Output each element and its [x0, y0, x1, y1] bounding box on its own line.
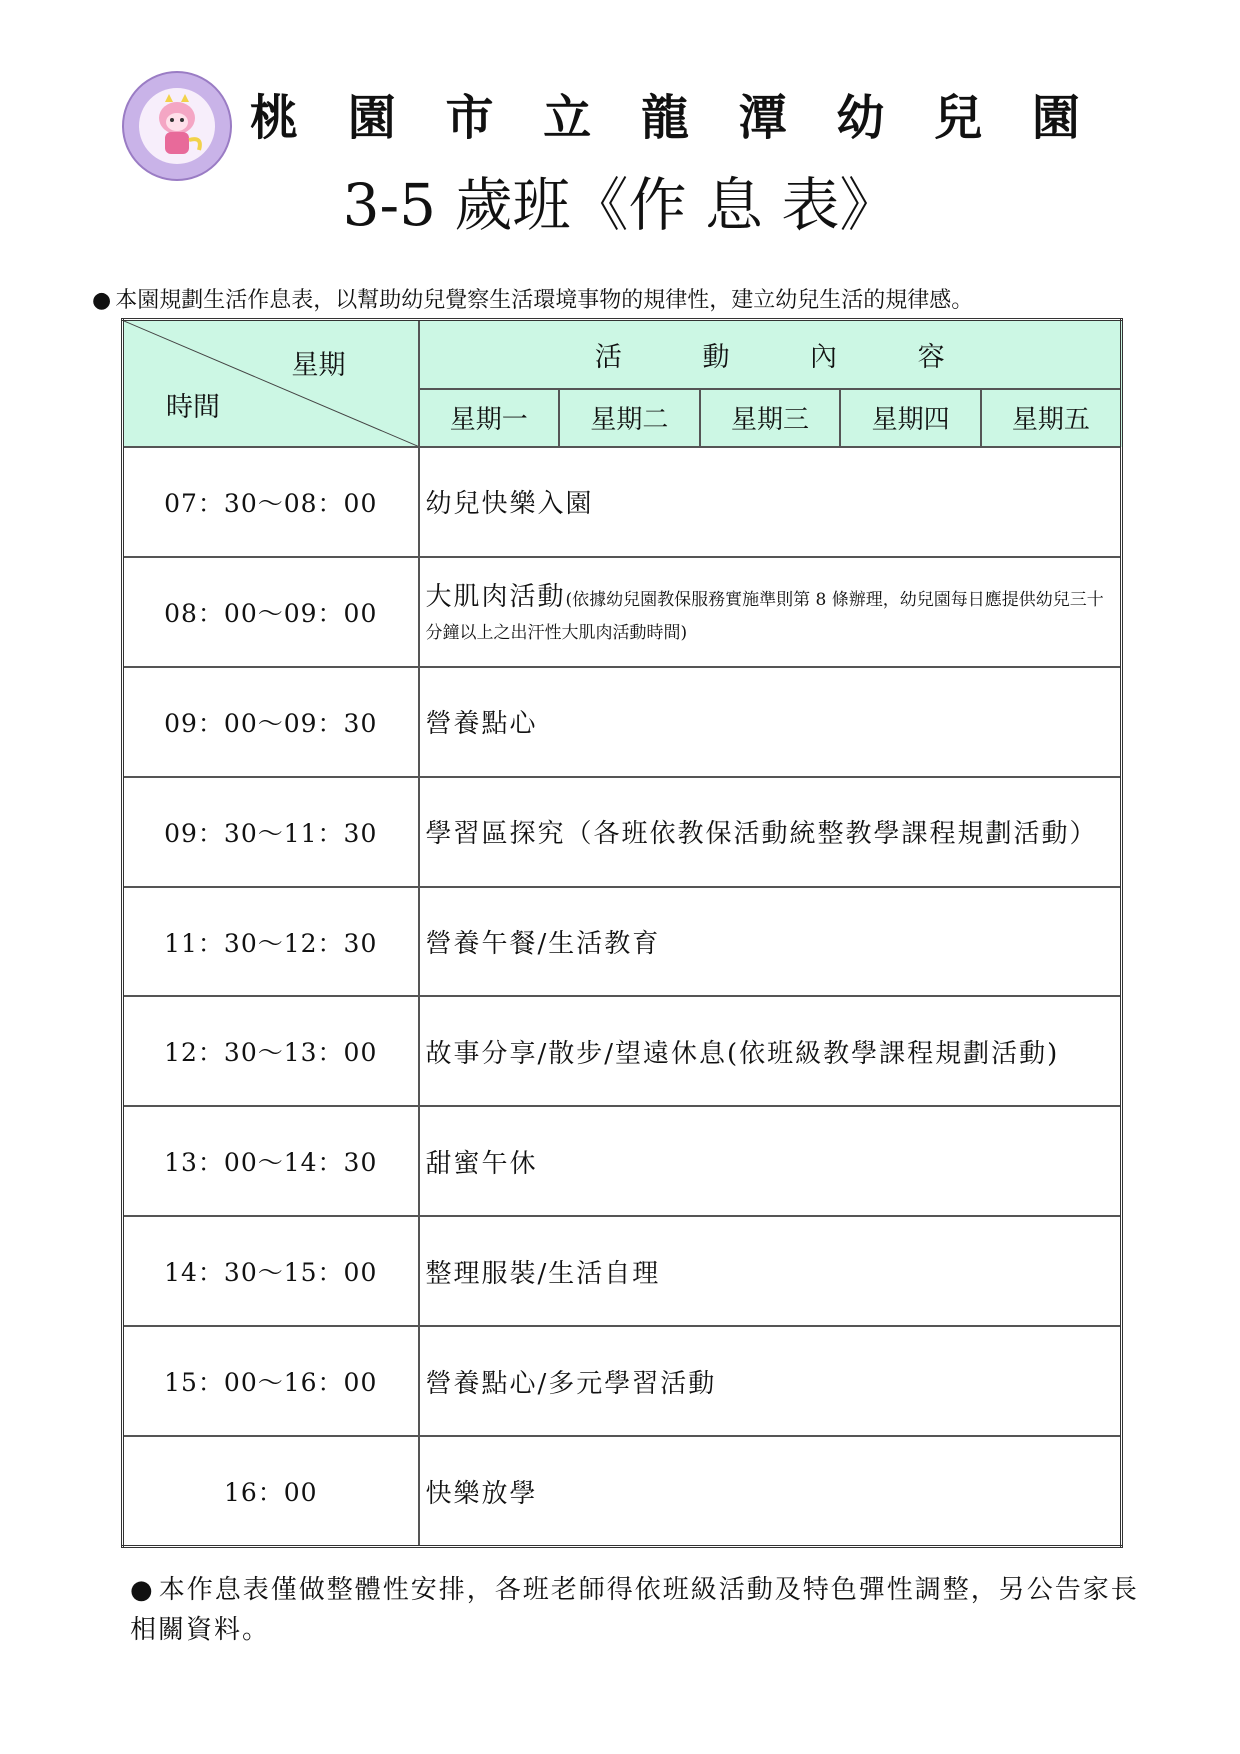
weekday-fri: 星期五 [981, 389, 1122, 447]
table-row [123, 447, 1122, 557]
activity-cell: 整理服裝/生活自理 [419, 1216, 1122, 1326]
school-name-char: 市 [445, 89, 494, 146]
school-name-char: 桃 [250, 89, 299, 146]
footer-note [130, 1570, 1160, 1650]
bullet-icon: ● [130, 1575, 155, 1605]
footer-note-text: 本作息表僅做整體性安排，各班老師得依班級活動及特色彈性調整，另公告家長相關資料。 [130, 1575, 1139, 1645]
table-row [123, 1436, 1122, 1546]
table-header-row [123, 320, 1122, 389]
table-row [123, 777, 1122, 887]
activity-cell: 營養點心/多元學習活動 [419, 1326, 1122, 1436]
time-cell: 09：30～11：30 [123, 777, 419, 887]
time-cell: 15：00～16：00 [123, 1326, 419, 1436]
table-row [123, 887, 1122, 997]
time-cell: 14：30～15：00 [123, 1216, 419, 1326]
school-name-char: 立 [543, 89, 592, 146]
school-name-char: 潭 [738, 89, 787, 146]
time-cell: 07：30～08：00 [123, 447, 419, 557]
corner-weekday-label: 星期 [291, 350, 346, 381]
table-row [123, 557, 1122, 667]
weekday-mon: 星期一 [419, 389, 560, 447]
school-name-char: 兒 [934, 89, 983, 146]
time-cell: 13：00～14：30 [123, 1106, 419, 1216]
school-name-char: 園 [347, 89, 396, 146]
activity-cell: 營養午餐/生活教育 [419, 887, 1122, 997]
table-row [123, 667, 1122, 777]
school-name-char: 龍 [640, 89, 689, 146]
table-row [123, 1326, 1122, 1436]
school-name-char: 園 [1031, 89, 1080, 146]
activity-cell: 故事分享/散步/望遠休息(依班級教學課程規劃活動) [419, 996, 1122, 1106]
time-cell: 12：30～13：00 [123, 996, 419, 1106]
corner-cell [123, 320, 419, 448]
activity-cell: 大肌肉活動(依據幼兒園教保服務實施準則第 8 條辦理，幼兒園每日應提供幼兒三十分鐘以上之出汗性大肌肉活動時間) [419, 557, 1122, 667]
school-name-char: 幼 [836, 89, 885, 146]
intro-note-text: 本園規劃生活作息表，以幫助幼兒覺察生活環境事物的規律性，建立幼兒生活的規律感。 [115, 288, 974, 313]
bullet-icon: ● [92, 288, 112, 313]
corner-time-label: 時間 [166, 392, 220, 424]
time-cell: 08：00～09：00 [123, 557, 419, 667]
weekday-wed: 星期三 [700, 389, 841, 447]
document-title: 3-5 歲班《作 息 表》 [342, 171, 898, 239]
table-row [123, 996, 1122, 1106]
time-cell: 16：00 [123, 1436, 419, 1546]
weekday-tue: 星期二 [559, 389, 700, 447]
activity-cell: 幼兒快樂入園 [419, 447, 1122, 557]
schedule-table [121, 318, 1123, 1548]
table-row [123, 1216, 1122, 1326]
school-name [250, 78, 1080, 148]
weekday-thu: 星期四 [840, 389, 981, 447]
activity-cell: 營養點心 [419, 667, 1122, 777]
activity-cell: 快樂放學 [419, 1436, 1122, 1546]
activity-note: (依據幼兒園教保服務實施準則第 8 條辦理，幼兒園每日應提供幼兒三十分鐘以上之出汗性大肌肉活動時間) [425, 589, 1104, 643]
activity-header: 活 動 內 容 [419, 320, 1122, 389]
time-cell: 09：00～09：30 [123, 667, 419, 777]
activity-cell: 甜蜜午休 [419, 1106, 1122, 1216]
intro-note [92, 283, 973, 314]
time-cell: 11：30～12：30 [123, 887, 419, 997]
table-row [123, 1106, 1122, 1216]
activity-cell: 學習區探究（各班依教保活動統整教學課程規劃活動） [419, 777, 1122, 887]
